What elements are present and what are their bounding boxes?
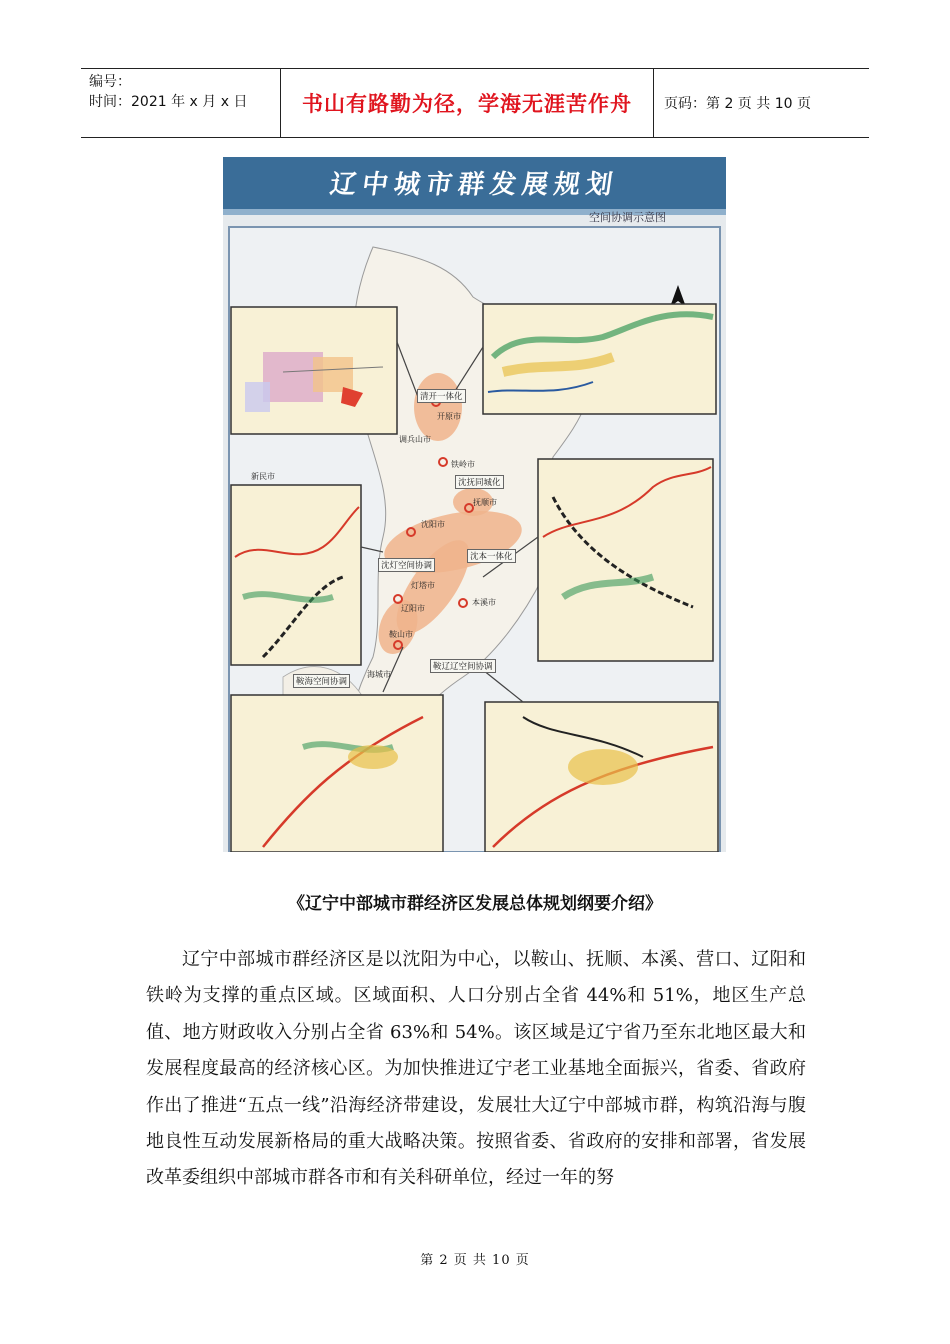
- inset-map-qingkai: [231, 307, 397, 434]
- label-fushun: 抚顺市: [473, 498, 497, 507]
- article-title: 《辽宁中部城市群经济区发展总体规划纲要介绍》: [288, 894, 662, 914]
- page-counter: 页码：第 2 页 共 10 页: [664, 96, 811, 112]
- inset-map-anshan: [485, 702, 718, 852]
- header-meta: [81, 69, 281, 137]
- inset-map-dengta: [231, 485, 361, 665]
- zone-qingkai: [414, 373, 462, 441]
- label-shenben: 沈本一体化: [467, 549, 516, 563]
- map-title: 辽中城市群发展规划: [328, 169, 621, 200]
- label-haicheng: 海城市: [367, 670, 391, 679]
- planning-map-photo: [223, 157, 726, 852]
- label-shendeng: 沈灯空间协调: [378, 558, 435, 572]
- label-benxi: 本溪市: [472, 598, 496, 607]
- label-diaobingshan: 调兵山市: [399, 435, 431, 444]
- label-shenyang: 沈阳市: [421, 520, 445, 529]
- header-motto: 书山有路勤为径，学海无涯苦作舟: [281, 69, 654, 137]
- label-shenfu: 沈抚同城化: [455, 475, 504, 489]
- label-qingkai: 清开一体化: [417, 389, 466, 403]
- inset-map-haicheng: [231, 695, 443, 852]
- label-anliao: 鞍辽辽空间协调: [430, 659, 496, 673]
- label-liaoyang: 辽阳市: [401, 604, 425, 613]
- map-subtitle: 空间协调示意图: [589, 211, 666, 224]
- document-date: 时间：2021 年 x 月 x 日: [89, 94, 248, 110]
- page-footer: 第 2 页 共 10 页: [420, 1253, 530, 1268]
- document-number-label: 编号：: [89, 74, 131, 90]
- label-dengta: 灯塔市: [411, 581, 435, 590]
- inset-map-fushun: [483, 304, 716, 414]
- label-anshan: 鞍山市: [389, 630, 413, 639]
- label-anhai: 鞍海空间协调: [293, 674, 350, 688]
- inset-map-benxi: [538, 459, 713, 661]
- body-paragraph: 辽宁中部城市群经济区是以沈阳为中心，以鞍山、抚顺、本溪、营口、辽阳和铁岭为支撑的重点区域。区域面积、人口分别占全省 44%和 51%，地区生产总值、地方财政收入分别占全省 63%和 54%。该区域是辽宁省乃至东北地区最大和发展程度最高的经济核心区。为加快推进辽宁老工业基地全面振兴，省委、省政府作出了推进“五点一线”沿海经济带建设，发展壮大辽宁中部城市群，构筑沿海与腹地良性互动发展新格局的重大战略决策。按照省委、省政府的安排和部署，省发展改革委组织中部城市群各市和有关科研单位，经过一年的努: [146, 949, 806, 1189]
- label-xinmin: 新民市: [251, 472, 275, 481]
- label-kaiyuan: 开原市: [437, 412, 461, 421]
- label-tieling: 铁岭市: [451, 460, 475, 469]
- page-header: [81, 68, 869, 138]
